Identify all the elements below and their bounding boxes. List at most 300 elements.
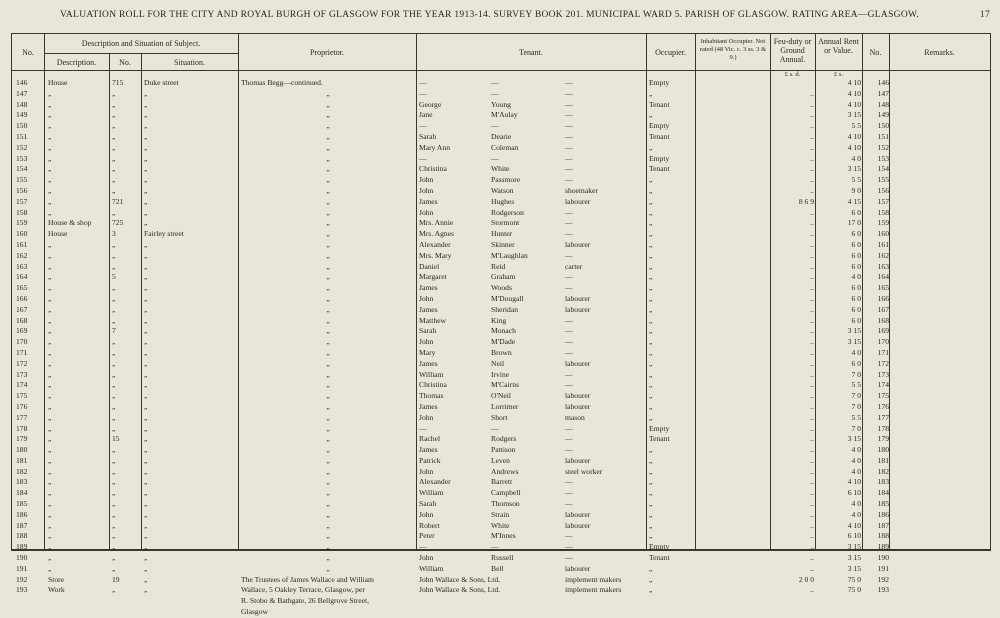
table-row	[12, 391, 990, 402]
row-proprietor: „	[326, 423, 330, 433]
row-number: 164	[16, 272, 28, 282]
row-description: „	[48, 99, 52, 109]
row-feu-duty: ..	[810, 239, 814, 249]
row-tenant-first: —	[419, 423, 427, 433]
row-annual-rent: 3 15	[847, 553, 861, 563]
row-tenant-trade: —	[565, 531, 573, 541]
row-tenant-first: Mrs. Agnes	[419, 229, 455, 239]
table-row	[12, 424, 990, 435]
row-tenant-surname: M'Dougall	[491, 293, 524, 303]
row-tenant-surname: White	[491, 164, 510, 174]
table-row	[12, 370, 990, 381]
table-row	[12, 132, 990, 143]
row-tenant-trade: —	[565, 315, 573, 325]
row-tenant-trade: —	[565, 99, 573, 109]
row-tenant-first: John	[419, 207, 434, 217]
row-situation: „	[144, 380, 148, 390]
col-situation: Situation.	[174, 58, 205, 67]
row-occupier: „	[649, 574, 653, 584]
table-row	[12, 294, 990, 305]
row-number: 180	[16, 445, 28, 455]
row-number: 177	[16, 412, 28, 422]
row-occupier: „	[649, 207, 653, 217]
row-number: 151	[16, 131, 28, 141]
row-street-number: „	[112, 110, 116, 120]
row-number: 163	[16, 261, 28, 271]
row-situation: „	[144, 218, 148, 228]
row-tenant-trade: —	[565, 380, 573, 390]
row-annual-rent: 3 15	[847, 337, 861, 347]
row-situation: „	[144, 261, 148, 271]
row-number: 185	[16, 499, 28, 509]
row-tenant-surname: Rodgerson	[491, 207, 524, 217]
row-number: 170	[16, 337, 28, 347]
row-occupier: „	[649, 229, 653, 239]
row-tenant-trade: labourer	[565, 563, 591, 573]
row-street-number: „	[112, 455, 116, 465]
row-occupier: „	[649, 455, 653, 465]
row-occupier: „	[649, 142, 653, 152]
row-feu-duty: ..	[810, 445, 814, 455]
row-annual-rent: 6 0	[851, 207, 861, 217]
row-proprietor: „	[326, 88, 330, 98]
row-annual-rent: 4 0	[851, 153, 861, 163]
row-situation: „	[144, 585, 148, 595]
row-tenant-first: James	[419, 445, 438, 455]
row-annual-rent: 7 0	[851, 401, 861, 411]
row-annual-rent: 6 0	[851, 283, 861, 293]
row-number: 162	[16, 250, 28, 260]
row-description: „	[48, 164, 52, 174]
row-description: „	[48, 196, 52, 206]
row-proprietor: „	[326, 520, 330, 530]
row-tenant-trade: —	[565, 78, 573, 87]
row-tenant-trade: —	[565, 445, 573, 455]
row-situation: „	[144, 369, 148, 379]
row-annual-rent: 6 0	[851, 250, 861, 260]
row-number: 191	[16, 563, 28, 573]
row-street-number: 5	[112, 272, 116, 282]
row-number-right: 152	[877, 142, 889, 152]
row-number-right: 161	[877, 239, 889, 249]
table-row	[12, 316, 990, 327]
table-row	[12, 164, 990, 175]
row-tenant-surname: O'Neil	[491, 391, 511, 401]
row-tenant-surname: M'Aulay	[491, 110, 518, 120]
row-number: 166	[16, 293, 28, 303]
row-feu-duty: ..	[810, 175, 814, 185]
row-feu-duty: ..	[810, 337, 814, 347]
row-proprietor: „	[326, 337, 330, 347]
row-annual-rent: 4 0	[851, 455, 861, 465]
table-row	[12, 262, 990, 273]
row-number-right: 147	[877, 88, 889, 98]
row-number-right: 168	[877, 315, 889, 325]
row-tenant-first: Mary	[419, 347, 436, 357]
row-annual-rent: 4 0	[851, 509, 861, 519]
row-feu-duty: 8 6 9	[798, 196, 814, 206]
row-street-number: „	[112, 185, 116, 195]
row-tenant-trade: —	[565, 326, 573, 336]
row-tenant-trade: labourer	[565, 239, 591, 249]
row-number-right: 160	[877, 229, 889, 239]
row-tenant-surname: Lorrimer	[491, 401, 519, 411]
row-feu-duty: ..	[810, 261, 814, 271]
row-occupier: Empty	[649, 423, 670, 433]
row-proprietor: „	[326, 531, 330, 541]
row-description: „	[48, 185, 52, 195]
row-occupier: „	[649, 531, 653, 541]
table-row	[12, 413, 990, 424]
row-tenant-surname: Monach	[491, 326, 516, 336]
row-tenant-trade: labourer	[565, 391, 591, 401]
row-tenant-first: Jane	[419, 110, 433, 120]
row-proprietor: Thomas Begg—continued.	[241, 78, 323, 87]
row-tenant-first: Christina	[419, 164, 447, 174]
row-number: 153	[16, 153, 28, 163]
row-feu-duty: ..	[810, 477, 814, 487]
row-tenant-first: Daniel	[419, 261, 440, 271]
row-situation: Duke street	[144, 78, 179, 87]
row-number-right: 154	[877, 164, 889, 174]
row-street-number: „	[112, 164, 116, 174]
row-tenant-first: Christina	[419, 380, 447, 390]
row-tenant-first: William	[419, 563, 444, 573]
table-row	[12, 89, 990, 100]
row-proprietor: „	[326, 185, 330, 195]
row-situation: Fairley street	[144, 229, 184, 239]
row-situation: „	[144, 477, 148, 487]
row-situation: „	[144, 445, 148, 455]
row-tenant-trade: mason	[565, 412, 585, 422]
row-tenant-trade: labourer	[565, 358, 591, 368]
row-number: 183	[16, 477, 28, 487]
row-number-right: 180	[877, 445, 889, 455]
row-occupier: „	[649, 175, 653, 185]
row-annual-rent: 3 15	[847, 434, 861, 444]
row-number: 186	[16, 509, 28, 519]
table-row	[12, 359, 990, 370]
row-street-number: „	[112, 283, 116, 293]
row-street-number: „	[112, 520, 116, 530]
row-description: „	[48, 250, 52, 260]
row-occupier: „	[649, 488, 653, 498]
table-row	[12, 585, 990, 596]
row-proprietor: „	[326, 380, 330, 390]
row-tenant-surname: Dearie	[491, 131, 512, 141]
row-number-right: 191	[877, 563, 889, 573]
row-situation: „	[144, 553, 148, 563]
row-number: 184	[16, 488, 28, 498]
row-number-right: 165	[877, 283, 889, 293]
row-feu-duty: ..	[810, 509, 814, 519]
row-feu-duty: ..	[810, 531, 814, 541]
row-number-right: 153	[877, 153, 889, 163]
row-tenant-surname: Thomson	[491, 499, 520, 509]
row-proprietor: „	[326, 553, 330, 563]
col-inhabitant: Inhabitant Occupier. Not rated (48 Vic. c. 3 ss. 3 & 9.)	[699, 38, 767, 61]
row-proprietor: „	[326, 488, 330, 498]
table-row	[12, 143, 990, 154]
table-row	[12, 283, 990, 294]
row-number-right: 185	[877, 499, 889, 509]
row-number-right: 186	[877, 509, 889, 519]
row-feu-duty: ..	[810, 347, 814, 357]
row-tenant-first: John	[419, 175, 434, 185]
row-tenant-trade: labourer	[565, 455, 591, 465]
table-row	[12, 456, 990, 467]
row-street-number: 721	[112, 196, 124, 206]
row-proprietor: „	[326, 207, 330, 217]
row-number: 159	[16, 218, 28, 228]
row-feu-duty: ..	[810, 434, 814, 444]
table-row	[12, 402, 990, 413]
row-street-number: „	[112, 563, 116, 573]
row-description: „	[48, 455, 52, 465]
row-tenant-trade: —	[565, 164, 573, 174]
row-description: „	[48, 261, 52, 271]
row-tenant-first: John	[419, 466, 434, 476]
table-row	[12, 521, 990, 532]
row-description: „	[48, 488, 52, 498]
row-situation: „	[144, 207, 148, 217]
row-occupier: „	[649, 196, 653, 206]
row-situation: „	[144, 337, 148, 347]
row-number-right: 189	[877, 542, 889, 552]
row-tenant-trade: —	[565, 423, 573, 433]
row-number: 147	[16, 88, 28, 98]
row-proprietor: „	[326, 121, 330, 131]
row-tenant-first: John	[419, 293, 434, 303]
row-occupier: Tenant	[649, 553, 670, 563]
row-tenant-surname: Coleman	[491, 142, 519, 152]
row-tenant-trade: carter	[565, 261, 583, 271]
row-street-number: „	[112, 261, 116, 271]
row-number-right: 174	[877, 380, 889, 390]
row-street-number: „	[112, 585, 116, 595]
row-occupier: „	[649, 185, 653, 195]
table-row	[12, 499, 990, 510]
row-situation: „	[144, 542, 148, 552]
row-annual-rent: 3 15	[847, 542, 861, 552]
row-street-number: 3	[112, 229, 116, 239]
row-occupier: „	[649, 272, 653, 282]
row-number-right: 151	[877, 131, 889, 141]
row-occupier: „	[649, 304, 653, 314]
row-occupier: „	[649, 358, 653, 368]
row-number: 178	[16, 423, 28, 433]
row-number: 157	[16, 196, 28, 206]
row-tenant-trade: —	[565, 477, 573, 487]
row-description: „	[48, 380, 52, 390]
row-number-right: 184	[877, 488, 889, 498]
row-street-number: „	[112, 531, 116, 541]
row-number-right: 193	[877, 585, 889, 595]
row-description: „	[48, 315, 52, 325]
row-description: „	[48, 142, 52, 152]
row-number: 154	[16, 164, 28, 174]
row-street-number: „	[112, 337, 116, 347]
row-annual-rent: 5 5	[851, 380, 861, 390]
row-annual-rent: 3 15	[847, 110, 861, 120]
row-annual-rent: 6 0	[851, 293, 861, 303]
row-occupier: „	[649, 293, 653, 303]
table-row	[12, 337, 990, 348]
row-number-right: 187	[877, 520, 889, 530]
row-annual-rent: 4 0	[851, 445, 861, 455]
row-annual-rent: 4 0	[851, 347, 861, 357]
row-proprietor: „	[326, 196, 330, 206]
row-street-number: „	[112, 88, 116, 98]
row-number: 146	[16, 78, 28, 87]
row-tenant-trade: —	[565, 434, 573, 444]
row-proprietor: „	[326, 261, 330, 271]
row-tenant-first: Rachel	[419, 434, 441, 444]
table-row	[12, 218, 990, 229]
row-proprietor: „	[326, 466, 330, 476]
col-description: Description.	[56, 58, 97, 67]
row-feu-duty: ..	[810, 250, 814, 260]
row-annual-rent: 7 0	[851, 369, 861, 379]
row-tenant-trade: labourer	[565, 196, 591, 206]
row-number: 188	[16, 531, 28, 541]
row-street-number: „	[112, 488, 116, 498]
row-number: 192	[16, 574, 28, 584]
row-number-right: 171	[877, 347, 889, 357]
row-number-right: 178	[877, 423, 889, 433]
table-row	[12, 154, 990, 165]
row-occupier: „	[649, 369, 653, 379]
table-row	[12, 564, 990, 575]
row-annual-rent: 75 0	[847, 574, 861, 584]
row-street-number: „	[112, 239, 116, 249]
row-tenant-surname: —	[491, 78, 499, 87]
row-occupier: Tenant	[649, 164, 670, 174]
row-occupier: „	[649, 585, 653, 595]
row-feu-duty: ..	[810, 499, 814, 509]
row-proprietor: „	[326, 175, 330, 185]
row-occupier: „	[649, 218, 653, 228]
row-tenant-trade: —	[565, 110, 573, 120]
row-description: Work	[48, 585, 65, 595]
row-annual-rent: 6 10	[847, 488, 861, 498]
row-proprietor: „	[326, 563, 330, 573]
row-proprietor: Wallace, 5 Oakley Terrace, Glasgow, per	[241, 585, 365, 595]
row-situation: „	[144, 88, 148, 98]
row-tenant-first: James	[419, 196, 438, 206]
row-street-number: „	[112, 542, 116, 552]
row-occupier: „	[649, 347, 653, 357]
row-tenant-first: Mary Ann	[419, 142, 451, 152]
row-annual-rent: 7 0	[851, 391, 861, 401]
row-street-number: „	[112, 315, 116, 325]
table-row	[12, 542, 990, 553]
row-occupier: „	[649, 509, 653, 519]
row-street-number: „	[112, 207, 116, 217]
row-tenant-first: —	[419, 153, 427, 163]
row-number-right: 182	[877, 466, 889, 476]
row-tenant-trade: —	[565, 369, 573, 379]
row-tenant-trade: —	[565, 347, 573, 357]
row-number: 155	[16, 175, 28, 185]
row-tenant-surname: Graham	[491, 272, 516, 282]
row-number: 150	[16, 121, 28, 131]
row-tenant-surname: Rodgers	[491, 434, 517, 444]
row-street-number: „	[112, 509, 116, 519]
row-occupier: „	[649, 283, 653, 293]
row-feu-duty: ..	[810, 142, 814, 152]
row-tenant-surname: Neil	[491, 358, 505, 368]
row-feu-duty: ..	[810, 412, 814, 422]
table-row	[12, 467, 990, 478]
row-number: 189	[16, 542, 28, 552]
table-row	[12, 208, 990, 219]
table-row	[12, 305, 990, 316]
row-street-number: „	[112, 304, 116, 314]
row-street-number: „	[112, 142, 116, 152]
row-annual-rent: 4 0	[851, 466, 861, 476]
row-number: 190	[16, 553, 28, 563]
row-number: 152	[16, 142, 28, 152]
row-tenant-trade: steel worker	[565, 466, 603, 476]
row-tenant-first: Alexander	[419, 239, 451, 249]
table-row	[12, 110, 990, 121]
row-tenant-first: James	[419, 401, 438, 411]
row-proprietor: „	[326, 153, 330, 163]
row-tenant-trade: —	[565, 542, 573, 552]
row-occupier: „	[649, 88, 653, 98]
row-street-number: „	[112, 412, 116, 422]
row-proprietor: „	[326, 239, 330, 249]
row-street-number: „	[112, 380, 116, 390]
row-situation: „	[144, 531, 148, 541]
row-tenant-trade: —	[565, 488, 573, 498]
page-number: 17	[979, 10, 990, 20]
row-tenant-first: Sarah	[419, 131, 437, 141]
row-occupier: „	[649, 477, 653, 487]
row-number-right: 166	[877, 293, 889, 303]
row-number-right: 156	[877, 185, 889, 195]
row-description: „	[48, 477, 52, 487]
row-number-right: 173	[877, 369, 889, 379]
row-annual-rent: 6 10	[847, 531, 861, 541]
rent-units: £ s.	[833, 71, 844, 78]
table-row	[12, 596, 990, 607]
row-number-right: 149	[877, 110, 889, 120]
table-row	[12, 607, 990, 618]
row-tenant-first: John	[419, 185, 434, 195]
row-number: 181	[16, 455, 28, 465]
row-situation: „	[144, 466, 148, 476]
row-annual-rent: 75 0	[847, 585, 861, 595]
row-annual-rent: 17 0	[847, 218, 861, 228]
row-tenant-surname: Sheridan	[491, 304, 518, 314]
row-number: 193	[16, 585, 28, 595]
row-number: 169	[16, 326, 28, 336]
row-number-right: 181	[877, 455, 889, 465]
row-proprietor: „	[326, 326, 330, 336]
row-proprietor: „	[326, 401, 330, 411]
row-tenant-first: John Wallace & Sons, Ltd.	[419, 574, 501, 584]
row-situation: „	[144, 347, 148, 357]
row-occupier: „	[649, 391, 653, 401]
row-street-number: „	[112, 293, 116, 303]
row-number-right: 158	[877, 207, 889, 217]
row-proprietor: „	[326, 445, 330, 455]
row-tenant-surname: Stormont	[491, 218, 520, 228]
row-tenant-trade: —	[565, 207, 573, 217]
row-proprietor: R. Stobo & Bathgate, 26 Bellgrove Street,	[241, 596, 370, 606]
